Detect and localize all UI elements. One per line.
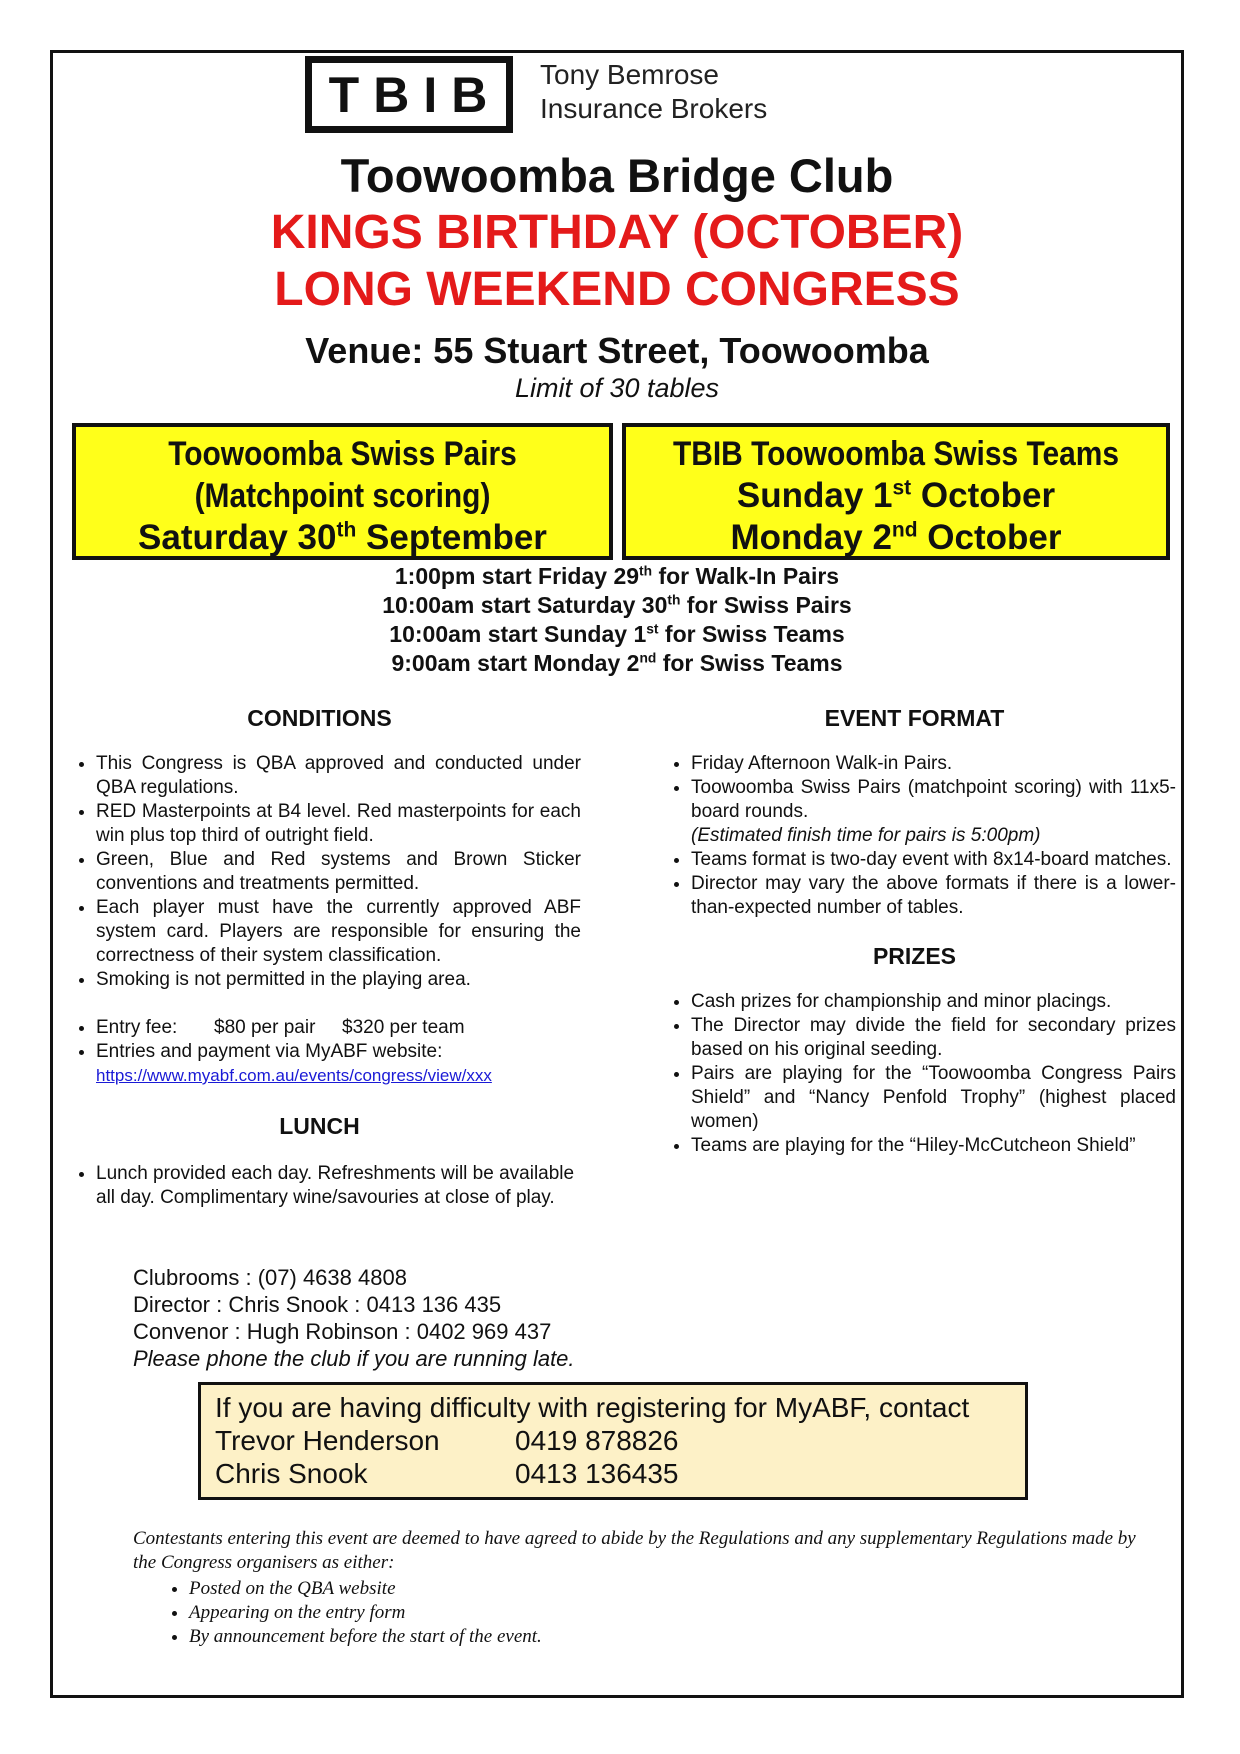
event-format-item: • Director may vary the above formats if there is a lower-than-expected number of tables. (691, 872, 1176, 920)
club-name: Toowoomba Bridge Club (340, 149, 894, 202)
conditions-item: • Smoking is not permitted in the playing area. (96, 968, 581, 992)
regulations-item: • Appearing on the entry form (189, 1601, 1163, 1625)
start-time-row: 1:00pm start Friday 29th for Walk-In Pairs (394, 563, 840, 589)
help-contact-row: Chris Snook 0413 136435 (215, 1458, 679, 1489)
logo-mark: TBIB (305, 56, 513, 133)
pairs-finish-note: (Estimated finish time for pairs is 5:00pm) (691, 825, 1041, 846)
prize-item: • Cash prizes for championship and minor placings. (691, 990, 1176, 1014)
tbib-logo (305, 56, 933, 133)
event-format-column (653, 752, 1176, 1158)
entry-fee-item: • Entry fee: $80 per pair $320 per team (96, 1016, 581, 1040)
event-format-list (653, 752, 1176, 920)
event-format-item: • Toowoomba Swiss Pairs (matchpoint scoring) with 11x5-board rounds. (Estimated finish time for pairs is 5:00pm) (691, 776, 1176, 848)
swiss-teams-box (622, 423, 1170, 560)
event-format-item: • Friday Afternoon Walk-in Pairs. (691, 752, 1176, 776)
lunch-heading: LUNCH (279, 1113, 360, 1139)
logo-line-2: Insurance Brokers (540, 93, 768, 124)
director-contact: Director : Chris Snook : 0413 136 435 (133, 1292, 502, 1317)
regulations-footer (133, 1527, 1163, 1649)
help-intro: If you are having difficulty with registering for MyABF, contact (215, 1392, 970, 1423)
prize-item: • The Director may divide the field for secondary prizes based on his original seeding. (691, 1014, 1176, 1062)
entries-item: • Entries and payment via MyABF website: https://www.myabf.com.au/events/congress/view/xxx (96, 1040, 581, 1088)
lunch-list (58, 1162, 581, 1210)
event-format-heading: EVENT FORMAT (824, 705, 1005, 731)
teams-box-date-2: Monday 2nd October (730, 518, 1062, 557)
prize-item: • Pairs are playing for the “Toowoomba Congress Pairs Shield” and “Nancy Penfold Trophy” (highest placed women) (691, 1062, 1176, 1134)
conditions-item: • RED Masterpoints at B4 level. Red masterpoints for each win plus top third of outright field. (96, 800, 581, 848)
table-limit: Limit of 30 tables (514, 373, 720, 403)
teams-box-date-1: Sunday 1st October (736, 476, 1056, 515)
help-contact-row: Trevor Henderson 0419 878826 (215, 1425, 679, 1456)
regulations-text: Contestants entering this event are deemed to have agreed to abide by the Regulations and any supplementary Regulations made by the Congress organisers as either: (133, 1528, 1136, 1573)
myabf-link[interactable]: https://www.myabf.com.au/events/congress/view/xxx (96, 1066, 492, 1085)
prizes-list (653, 990, 1176, 1158)
event-title-line-2: LONG WEEKEND CONGRESS (274, 263, 960, 316)
convenor-contact: Convenor : Hugh Robinson : 0402 969 437 (133, 1319, 552, 1344)
start-time-row: 9:00am start Monday 2nd for Swiss Teams (391, 650, 843, 676)
teams-box-title: TBIB Toowoomba Swiss Teams (672, 435, 1120, 473)
pairs-box-date: Saturday 30th September (138, 518, 547, 557)
contact-details (133, 1264, 575, 1372)
prize-item: • Teams are playing for the “Hiley-McCutcheon Shield” (691, 1134, 1176, 1158)
start-times (50, 562, 1184, 678)
regulations-item: • By announcement before the start of the event. (189, 1625, 1163, 1649)
conditions-item: • This Congress is QBA approved and conducted under QBA regulations. (96, 752, 581, 800)
conditions-column (58, 752, 581, 1210)
event-title-line-1: KINGS BIRTHDAY (OCTOBER) (270, 206, 964, 259)
swiss-pairs-box (72, 423, 613, 560)
venue: Venue: 55 Stuart Street, Toowoomba (305, 330, 929, 371)
pairs-box-scoring: (Matchpoint scoring) (194, 477, 491, 515)
start-time-row: 10:00am start Saturday 30th for Swiss Pairs (382, 592, 852, 618)
conditions-heading: CONDITIONS (247, 705, 392, 731)
conditions-item: • Green, Blue and Red systems and Brown Sticker conventions and treatments permitted. (96, 848, 581, 896)
logo-line-1: Tony Bemrose (540, 59, 719, 90)
conditions-list (58, 752, 581, 1088)
conditions-item: • Each player must have the currently approved ABF system card. Players are responsible for ensuring the correctness of their system classification. (96, 896, 581, 968)
regulations-list (133, 1577, 1163, 1649)
late-note: Please phone the club if you are running late. (133, 1346, 575, 1371)
lunch-item: • Lunch provided each day. Refreshments will be available all day. Complimentary wine/savouries at close of play. (96, 1162, 581, 1210)
regulations-item: • Posted on the QBA website (189, 1577, 1163, 1601)
start-time-row: 10:00am start Sunday 1st for Swiss Teams (389, 621, 845, 647)
myabf-help-box (198, 1382, 1028, 1500)
logo-text (540, 58, 767, 126)
event-format-item: • Teams format is two-day event with 8x14-board matches. (691, 848, 1176, 872)
clubrooms-phone: Clubrooms : (07) 4638 4808 (133, 1265, 407, 1290)
pairs-box-title: Toowoomba Swiss Pairs (168, 435, 517, 473)
prizes-heading: PRIZES (872, 943, 957, 969)
